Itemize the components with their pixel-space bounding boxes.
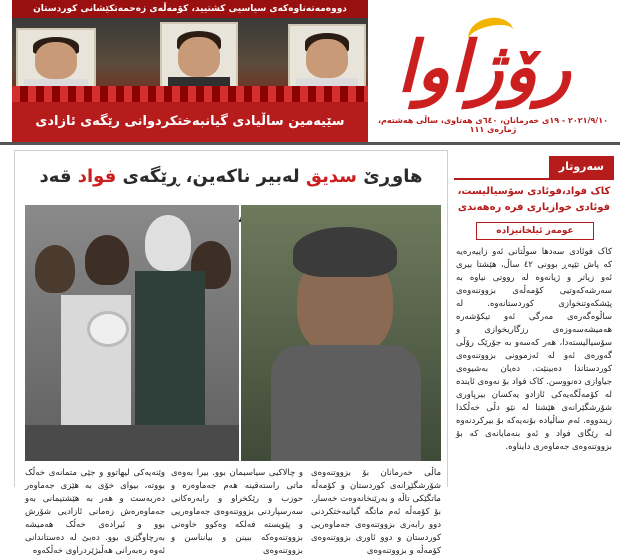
issue-line: ٢٠٢١/٩/١٠ - ١٩ی خەرمانان، ٦٤٠ی هەتاوی، ساڵی هەشتەم، ژمارەی ١١١	[377, 116, 608, 134]
editorial-title[interactable]: کاک فواد،فوئادی سۆسیالیست، فوئادی خوازیاری فرە رەهەندی	[457, 186, 611, 213]
portrait-photo	[241, 205, 441, 461]
editorial-tag[interactable]: سەروتار	[549, 156, 614, 178]
sidebar-header	[454, 156, 614, 180]
banner-caption: سێیەمین ساڵیادی گیانبەختکردوانی رێگەی ئازادی	[35, 114, 345, 129]
editorial-body: کاک فوئادی سەدها سوڵتانی ئەو زاییەرەیە کە پاش تێپەڕ بوونی ٤٢ ساڵ، هێشتا بیری ئەو زیاتر و ژیانەوە لە رووتی نیاوە بە سەرشەکەوتیی کۆمەڵەی بزووتنەوەی پێشکەوتنخوازی کوردستانەوە. لە ساڵوەگەرەی مەرگی ئەو تیکۆشەرە هەمیشەسەوزەی رزگاریخوازی و سۆسیالیستەدا، هەر کەسەو بە جۆرێک رۆڵی گەورەی ئەو لە ئەزموونی بزووتنەوەی کوردستاندا دەبینێت. دەیان بەشیوەی جیاوازی دەنووسن. کاک فواد بۆ نەوەی ئاینده لە کۆمەڵگەیەکی ئازادو یەکسان بیرپاوری شۆرشگێرانەی هێشتا لە نێو دڵی خەڵکدا زیندووە. ئەم ساڵیادە بۆنەیەکە بۆ بیرکردنەوە لە رێگای فواد و ئەو بنەمایانەی کە بۆ بزووتنەوەی جەماوەری دایناوە.	[456, 247, 613, 452]
masthead	[370, 0, 620, 142]
main-headline[interactable]	[15, 157, 447, 197]
divider	[0, 142, 620, 145]
megaphone-icon	[87, 311, 129, 347]
article-column-left: وێنەیەکی لیهاتوو و جێی متمانەی خەڵک بووتە، بیوای خۆی بە هێزی جەماوەر دەربەست و هەر بە هێشتیمانی بەو جەماوەرەش زەمانی ئازادیی شۆرش بوو و ئیرادەی خەڵک هەمیشە بەرچاوگێری بوو. دەبێ لە دەستاندانی ئەوە رەبەرانی هەڵبژێردراوی خەڵکەوە	[25, 468, 165, 556]
newspaper-logo[interactable]: رۆژاوا	[392, 25, 588, 108]
article-column-middle: و چالاکیی سیاسیمان بوو. بیرا بەوەی ماتی راستەقینە هەم جەماوەرە و حوزب و رێکخراو و رابەرەکانی سەرسپاردنی بزووتنەوەی جەماوەریی و پێویستە فەلکە وەکوو خاوەنی بزووتنەوەکە ببینن و بیانناسن و بزووتنەوەی	[171, 468, 303, 556]
editorial-sidebar	[454, 150, 614, 486]
candles-row	[12, 86, 368, 102]
top-banner[interactable]	[12, 0, 368, 142]
editorial-author: عومەر ئیلخانیزادە	[476, 222, 594, 240]
headline-highlight-2: فواد	[77, 166, 117, 187]
main-article	[14, 150, 448, 556]
banner-strip-text: دووەمەتەناوەکەی سیاسیی کشتیید، کۆمەڵەی زەحمەتکێشانی کوردستان	[12, 0, 368, 18]
article-column-right: ماڵی خەرمانان بۆ بزووتنەوەی شۆرشگێڕانەی کوردستان و کۆمەڵە ماتگێکی تاڵە و بەرێنخانەوەت خەسار. بۆ کۆمەڵە ئەم ماتگە گیانبەختکردنی دوو رابەری بزووتنەوەی جەماوەریی کوردستان و دوو ئاوری بزووتنەوەی کۆمەڵە و بزووتنەوەی	[311, 468, 441, 556]
headline-part-3: قەد	[39, 166, 72, 187]
headline-part-1: هاوڕێ	[357, 166, 423, 187]
crowd-photo	[25, 205, 239, 461]
headline-highlight-1: سدیق	[305, 166, 357, 187]
headline-part-2: لەبیر ناکەین، ڕێگەی	[116, 166, 306, 187]
